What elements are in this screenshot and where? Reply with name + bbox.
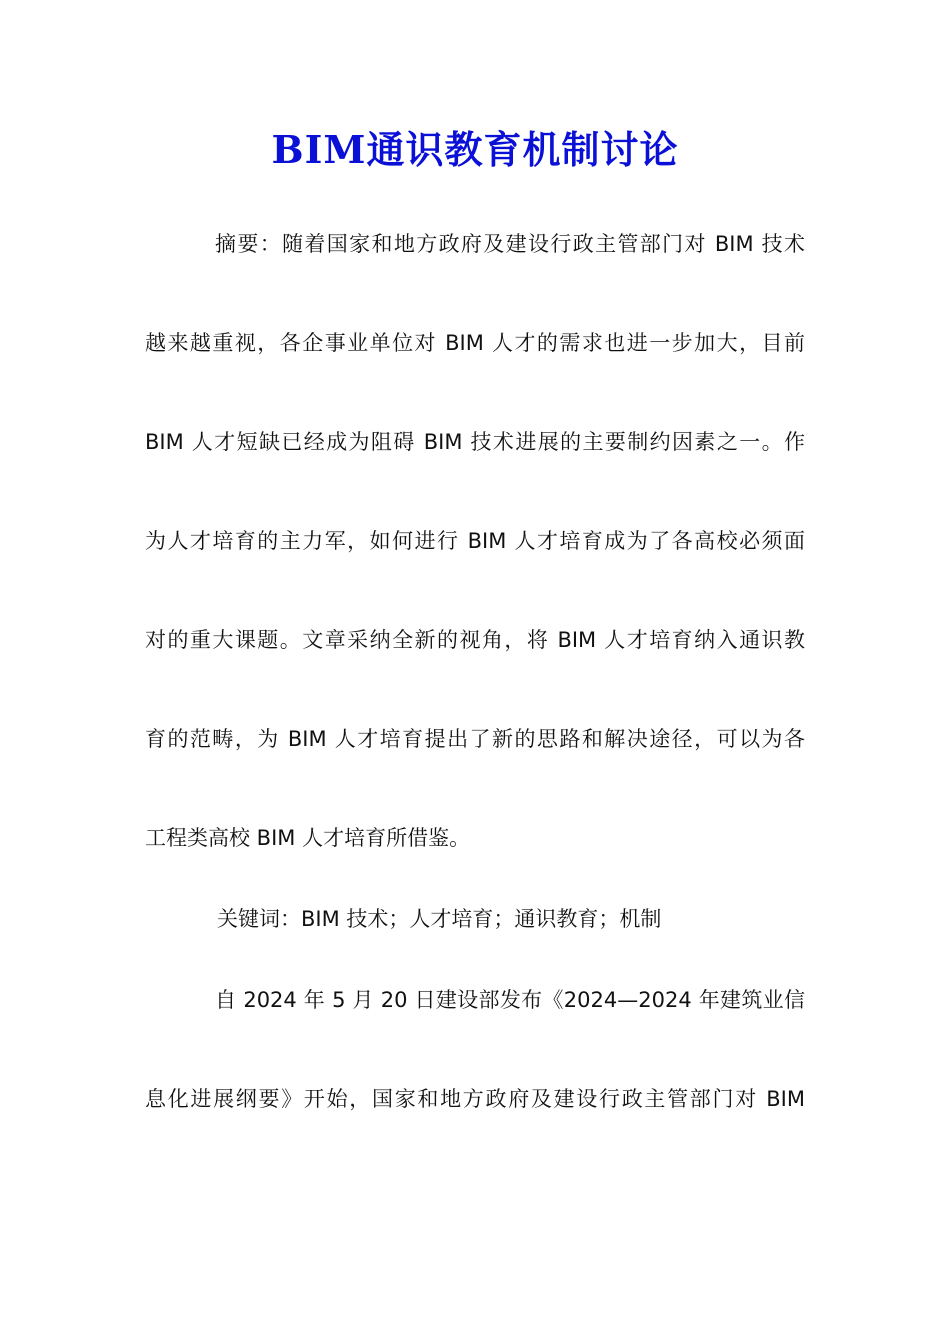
abstract-line: 对的重大课题。文章采纳全新的视角，将 BIM 人才培育纳入通识教 [145, 628, 805, 652]
document-title: BIM通识教育机制讨论 [271, 127, 679, 172]
abstract-line: BIM 人才短缺已经成为阻碍 BIM 技术进展的主要制约因素之一。作 [145, 430, 805, 454]
abstract-line: 工程类高校 BIM 人才培育所借鉴。 [145, 826, 471, 850]
abstract-line: 育的范畴，为 BIM 人才培育提出了新的思路和解决途径，可以为各 [145, 727, 805, 751]
abstract-line: 为人才培育的主力军，如何进行 BIM 人才培育成为了各高校必须面 [145, 529, 805, 553]
abstract-line: 摘要：随着国家和地方政府及建设行政主管部门对 BIM 技术 [215, 232, 805, 256]
abstract-line: 越来越重视，各企事业单位对 BIM 人才的需求也进一步加大，目前 [145, 331, 805, 355]
keywords-line: 关键词：BIM 技术；人才培育；通识教育；机制 [217, 907, 662, 931]
body-line: 息化进展纲要》开始，国家和地方政府及建设行政主管部门对 BIM [145, 1087, 805, 1111]
body-line: 自 2024 年 5 月 20 日建设部发布《2024—2024 年建筑业信 [215, 988, 805, 1012]
